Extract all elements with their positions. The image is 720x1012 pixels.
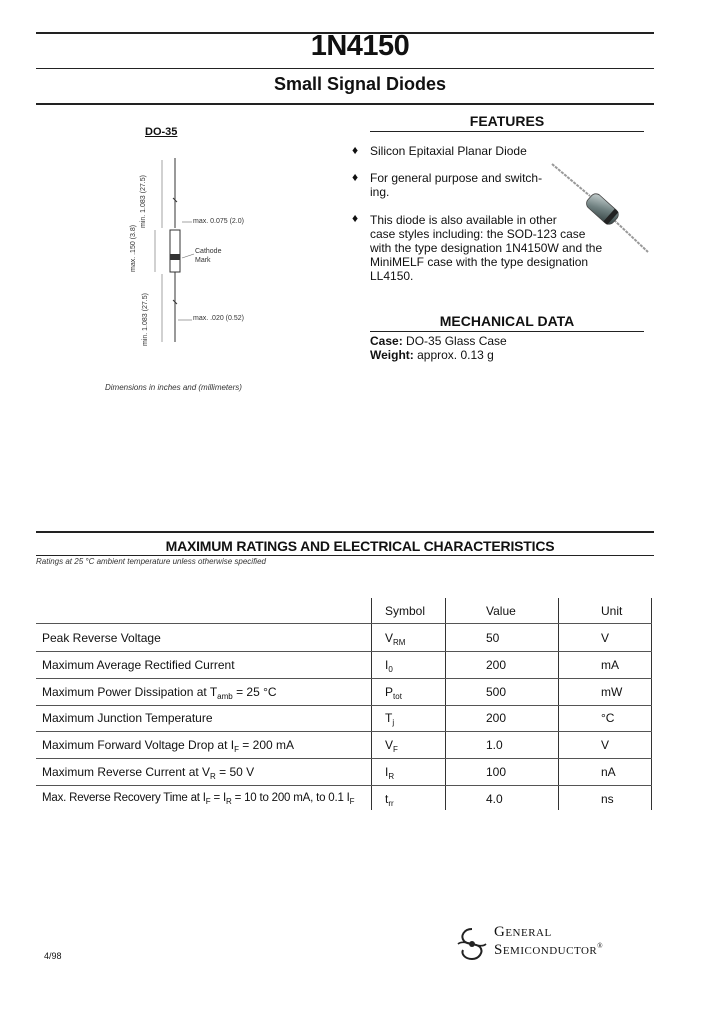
unit-cell: V xyxy=(601,738,610,752)
symbol-cell: $t_{rr}$ xyxy=(385,792,394,808)
column-divider xyxy=(651,598,652,810)
param-cell: Maximum Reverse Current at $V_R = 50$ V xyxy=(42,765,255,781)
page-title: 1N4150 xyxy=(310,30,410,62)
date-code: 4/98 xyxy=(44,951,62,961)
row-divider xyxy=(36,651,652,652)
subtitle-rule xyxy=(36,103,654,105)
diode-photo xyxy=(550,162,650,257)
row-divider xyxy=(36,785,652,786)
value-cell: 4.0 xyxy=(486,792,503,806)
company-name-line1: General xyxy=(494,924,552,940)
dim-lead-bottom: min. 1.083 (27.5) xyxy=(142,293,149,346)
header-value: Value xyxy=(486,604,516,618)
row-divider xyxy=(36,758,652,759)
ratings-title-rule xyxy=(36,555,654,556)
row-divider xyxy=(36,731,652,732)
value-cell: 500 xyxy=(486,685,507,699)
features-heading: FEATURES xyxy=(469,113,545,129)
feature-item: This diode is also available in other case styles including: the SOD-123 case with the type designation 1N4150W and the MiniMELF case with the type designation LL4150. xyxy=(370,213,603,283)
column-divider xyxy=(445,598,446,810)
value-cell: 100 xyxy=(486,765,507,779)
symbol-cell: $I_0$ xyxy=(385,658,393,674)
symbol-cell: $P_{tot}$ xyxy=(385,685,402,701)
column-divider xyxy=(371,598,372,810)
symbol-cell: $T_j$ xyxy=(385,711,395,727)
package-label: DO-35 xyxy=(145,126,178,138)
feature-item: Silicon Epitaxial Planar Diode xyxy=(370,144,527,158)
case-info: Case: DO-35 Glass Case xyxy=(370,334,507,348)
dim-body-length: max. .150 (3.8) xyxy=(130,224,137,272)
cathode-mark-label: Cathode Mark xyxy=(195,248,222,264)
page-subtitle: Small Signal Diodes xyxy=(273,74,447,94)
bullet-icon: ♦ xyxy=(352,211,359,225)
mechanical-rule xyxy=(370,331,644,332)
param-cell: Max. Reverse Recovery Time at $I_F = I_R = 10$ to 200 mA, to 0.1 $I_F$ xyxy=(42,792,355,806)
company-logo-icon xyxy=(454,926,490,962)
package-outline-drawing xyxy=(100,150,280,350)
param-cell: Peak Reverse Voltage xyxy=(42,631,161,645)
unit-cell: mW xyxy=(601,685,623,699)
company-name-line2: Semiconductor® xyxy=(494,942,604,958)
param-cell: Maximum Forward Voltage Drop at $I_F = 200$ mA xyxy=(42,738,294,754)
ratings-heading: MAXIMUM RATINGS AND ELECTRICAL CHARACTERISTICS xyxy=(165,538,555,554)
row-divider xyxy=(36,678,652,679)
unit-cell: V xyxy=(601,631,610,645)
dim-lead-diameter: max. .020 (0.52) xyxy=(193,315,244,322)
bullet-icon: ♦ xyxy=(352,170,359,184)
feature-item: For general purpose and switch- ing. xyxy=(370,171,543,199)
title-rule xyxy=(36,68,654,69)
param-cell: Maximum Junction Temperature xyxy=(42,711,213,725)
ratings-top-rule xyxy=(36,531,654,533)
symbol-cell: $V_{RM}$ xyxy=(385,631,406,647)
dim-body-diameter: max. 0.075 (2.0) xyxy=(193,218,244,225)
unit-cell: mA xyxy=(601,658,619,672)
ratings-note: Ratings at 25 °C ambient temperature unless otherwise specified xyxy=(36,557,266,566)
symbol-cell: $V_F$ xyxy=(385,738,398,754)
dim-lead-top: min. 1.083 (27.5) xyxy=(140,175,147,228)
param-cell: Maximum Power Dissipation at $T_{amb} = 25$ °C xyxy=(42,685,277,701)
weight-info: Weight: approx. 0.13 g xyxy=(370,348,494,362)
row-divider xyxy=(36,623,652,624)
column-divider xyxy=(558,598,559,810)
symbol-cell: $I_R$ xyxy=(385,765,395,781)
unit-cell: °C xyxy=(601,711,615,725)
value-cell: 200 xyxy=(486,658,507,672)
row-divider xyxy=(36,705,652,706)
unit-cell: nA xyxy=(601,765,616,779)
features-rule xyxy=(370,131,644,132)
value-cell: 50 xyxy=(486,631,500,645)
param-cell: Maximum Average Rectified Current xyxy=(42,658,235,672)
unit-cell: ns xyxy=(601,792,614,806)
mechanical-heading: MECHANICAL DATA xyxy=(439,313,575,329)
header-unit: Unit xyxy=(601,604,623,618)
bullet-icon: ♦ xyxy=(352,143,359,157)
value-cell: 200 xyxy=(486,711,507,725)
value-cell: 1.0 xyxy=(486,738,503,752)
dimensions-caption: Dimensions in inches and (millimeters) xyxy=(105,383,242,392)
header-symbol: Symbol xyxy=(385,604,426,618)
